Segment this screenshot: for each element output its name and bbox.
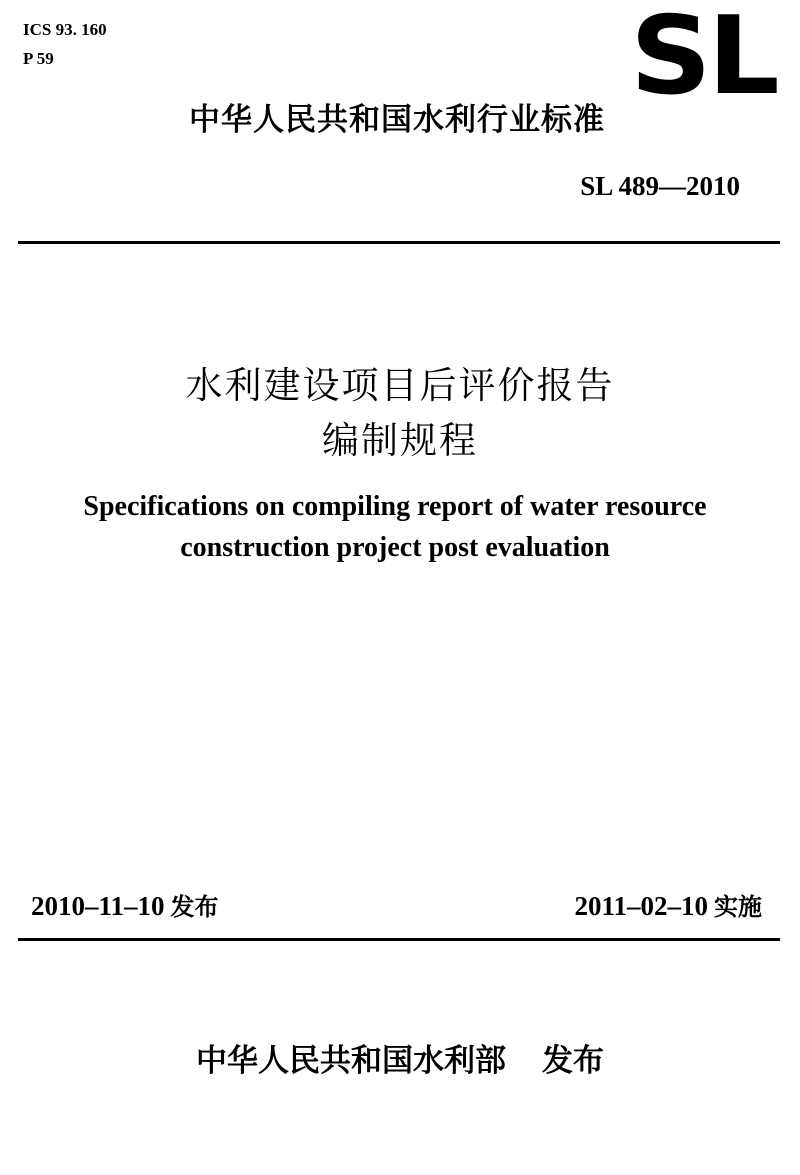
standard-number: SL 489—2010 (580, 171, 740, 201)
publisher-name: 中华人民共和国水利部 (196, 1043, 506, 1079)
issue-date-label: 发布 (170, 893, 219, 921)
ics-code: ICS 93. 160 (23, 20, 107, 39)
top-divider (18, 241, 780, 244)
title-english-line-2: construction project post evaluation (180, 532, 610, 563)
implementation-date (574, 889, 762, 924)
title-english-line-1: Specifications on compiling report of water resource (83, 491, 707, 522)
title-chinese-line-2: 编制规程 (322, 419, 478, 462)
issue-date (31, 889, 219, 924)
implementation-date-label: 实施 (714, 893, 762, 921)
publisher (0, 1040, 800, 1082)
title-chinese-line-1: 水利建设项目后评价报告 (185, 364, 615, 407)
sl-logo: SL (630, 0, 776, 119)
standard-category: 中华人民共和国水利行业标准 (189, 102, 605, 138)
publish-label: 发布 (542, 1043, 604, 1079)
implementation-date-value: 2011–02–10 (574, 891, 708, 921)
issue-date-value: 2010–11–10 (31, 891, 165, 921)
bottom-divider (18, 938, 780, 941)
ccs-code: P 59 (23, 49, 54, 68)
